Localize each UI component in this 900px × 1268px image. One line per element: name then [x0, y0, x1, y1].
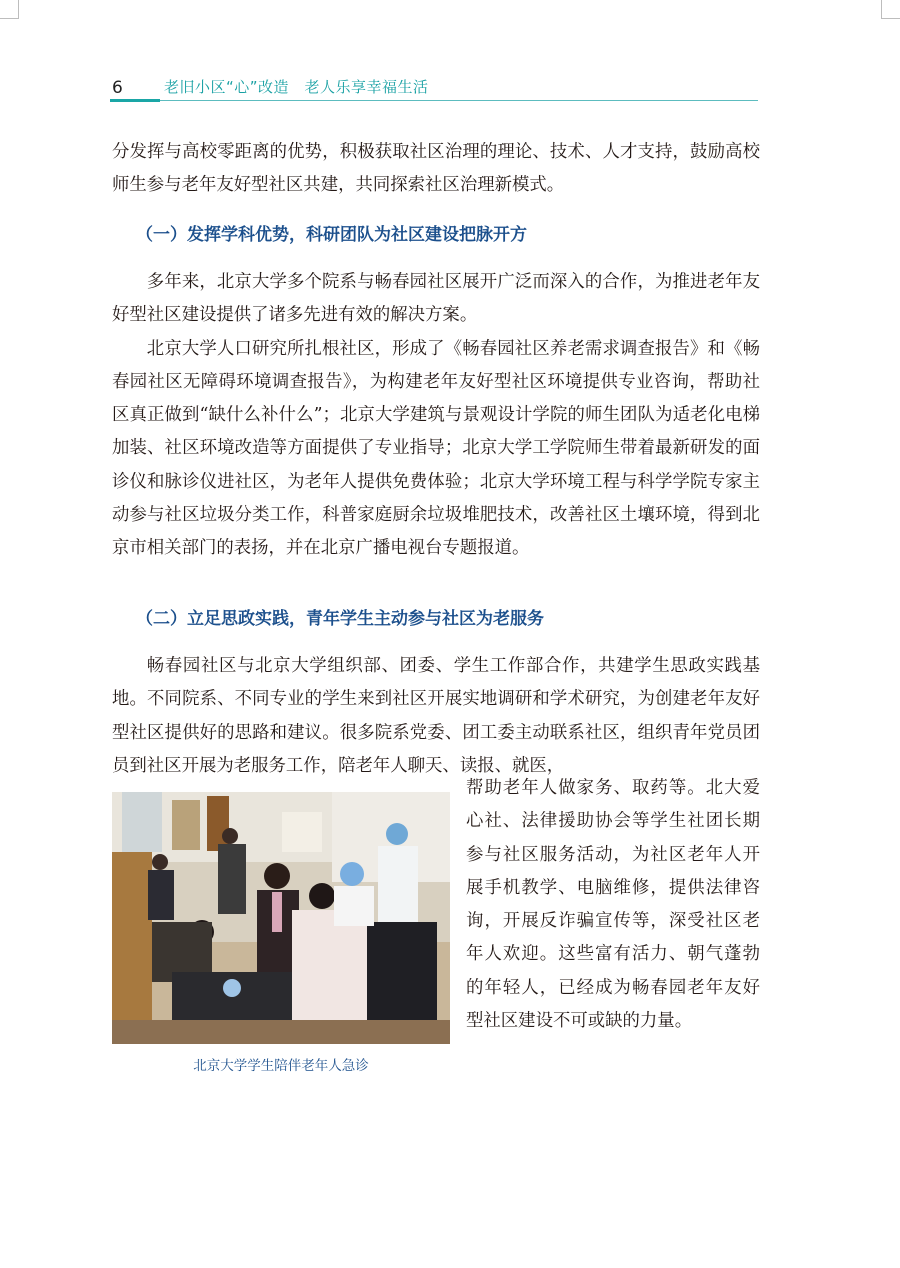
- section-1-heading: （一）发挥学科优势，科研团队为社区建设把脉开方: [136, 225, 527, 245]
- running-title: 老旧小区“心”改造 老人乐享幸福生活: [164, 78, 429, 96]
- figure-caption: 北京大学学生陪伴老年人急诊: [193, 1058, 369, 1074]
- page-number-underline: [110, 99, 160, 102]
- section-1-paragraph-2: 北京大学人口研究所扎根社区，形成了《畅春园社区养老需求调查报告》和《畅春园社区无障碍环境调查报告》，为构建老年友好型社区环境提供专业咨询，帮助社区真正做到“缺什么补什么”；北京大学建筑与景观设计学院的师生团队为适老化电梯加装、社区环境改造等方面提供了专业指导；北京大学工学院师生带着最新研发的面诊仪和脉诊仪进社区，为老年人提供免费体验；北京大学环境工程与科学学院专家主动参与社区垃圾分类工作，科普家庭厨余垃圾堆肥技术，改善社区土壤环境，得到北京市相关部门的表扬，并在北京广播电视台专题报道。: [112, 338, 760, 559]
- section-2-heading: （二）立足思政实践，青年学生主动参与社区为老服务: [136, 609, 544, 629]
- crop-mark-left: [0, 0, 19, 19]
- section-2-paragraph: 畅春园社区与北京大学组织部、团委、学生工作部合作，共建学生思政实践基地。不同院系、不同专业的学生来到社区开展实地调研和学术研究，为创建老年友好型社区提供好的思路和建议。很多院系党委、团工委主动联系社区，组织青年党员团员到社区开展为老服务工作，陪老年人聊天、读报、就医，: [112, 656, 760, 776]
- section-1-body: [112, 266, 760, 566]
- section-1-paragraph-1: 多年来，北京大学多个院系与畅春园社区展开广泛而深入的合作，为推进老年友好型社区建设提供了诸多先进有效的解决方案。: [112, 272, 760, 326]
- crop-mark-right: [881, 0, 900, 19]
- hospital-scene-illustration: [112, 792, 450, 1044]
- header-rule: [160, 100, 758, 101]
- page-number: 6: [112, 78, 123, 98]
- section-2-paragraph-continued: 帮助老年人做家务、取药等。北大爱心社、法律援助协会等学生社团长期参与社区服务活动，为社区老年人开展手机教学、电脑维修，提供法律咨询，开展反诈骗宣传等，深受社区老年人欢迎。这些富有活力、朝气蓬勃的年轻人，已经成为畅春园老年友好型社区建设不可或缺的力量。: [466, 778, 760, 1032]
- figure-photo: [112, 792, 450, 1044]
- section-2-body: [112, 650, 760, 783]
- page-header: [110, 76, 758, 104]
- intro-text: [112, 136, 760, 203]
- intro-paragraph: 分发挥与高校零距离的优势，积极获取社区治理的理论、技术、人才支持，鼓励高校师生参与老年友好型社区共建，共同探索社区治理新模式。: [112, 142, 760, 196]
- section-2-side-text: [466, 772, 760, 1038]
